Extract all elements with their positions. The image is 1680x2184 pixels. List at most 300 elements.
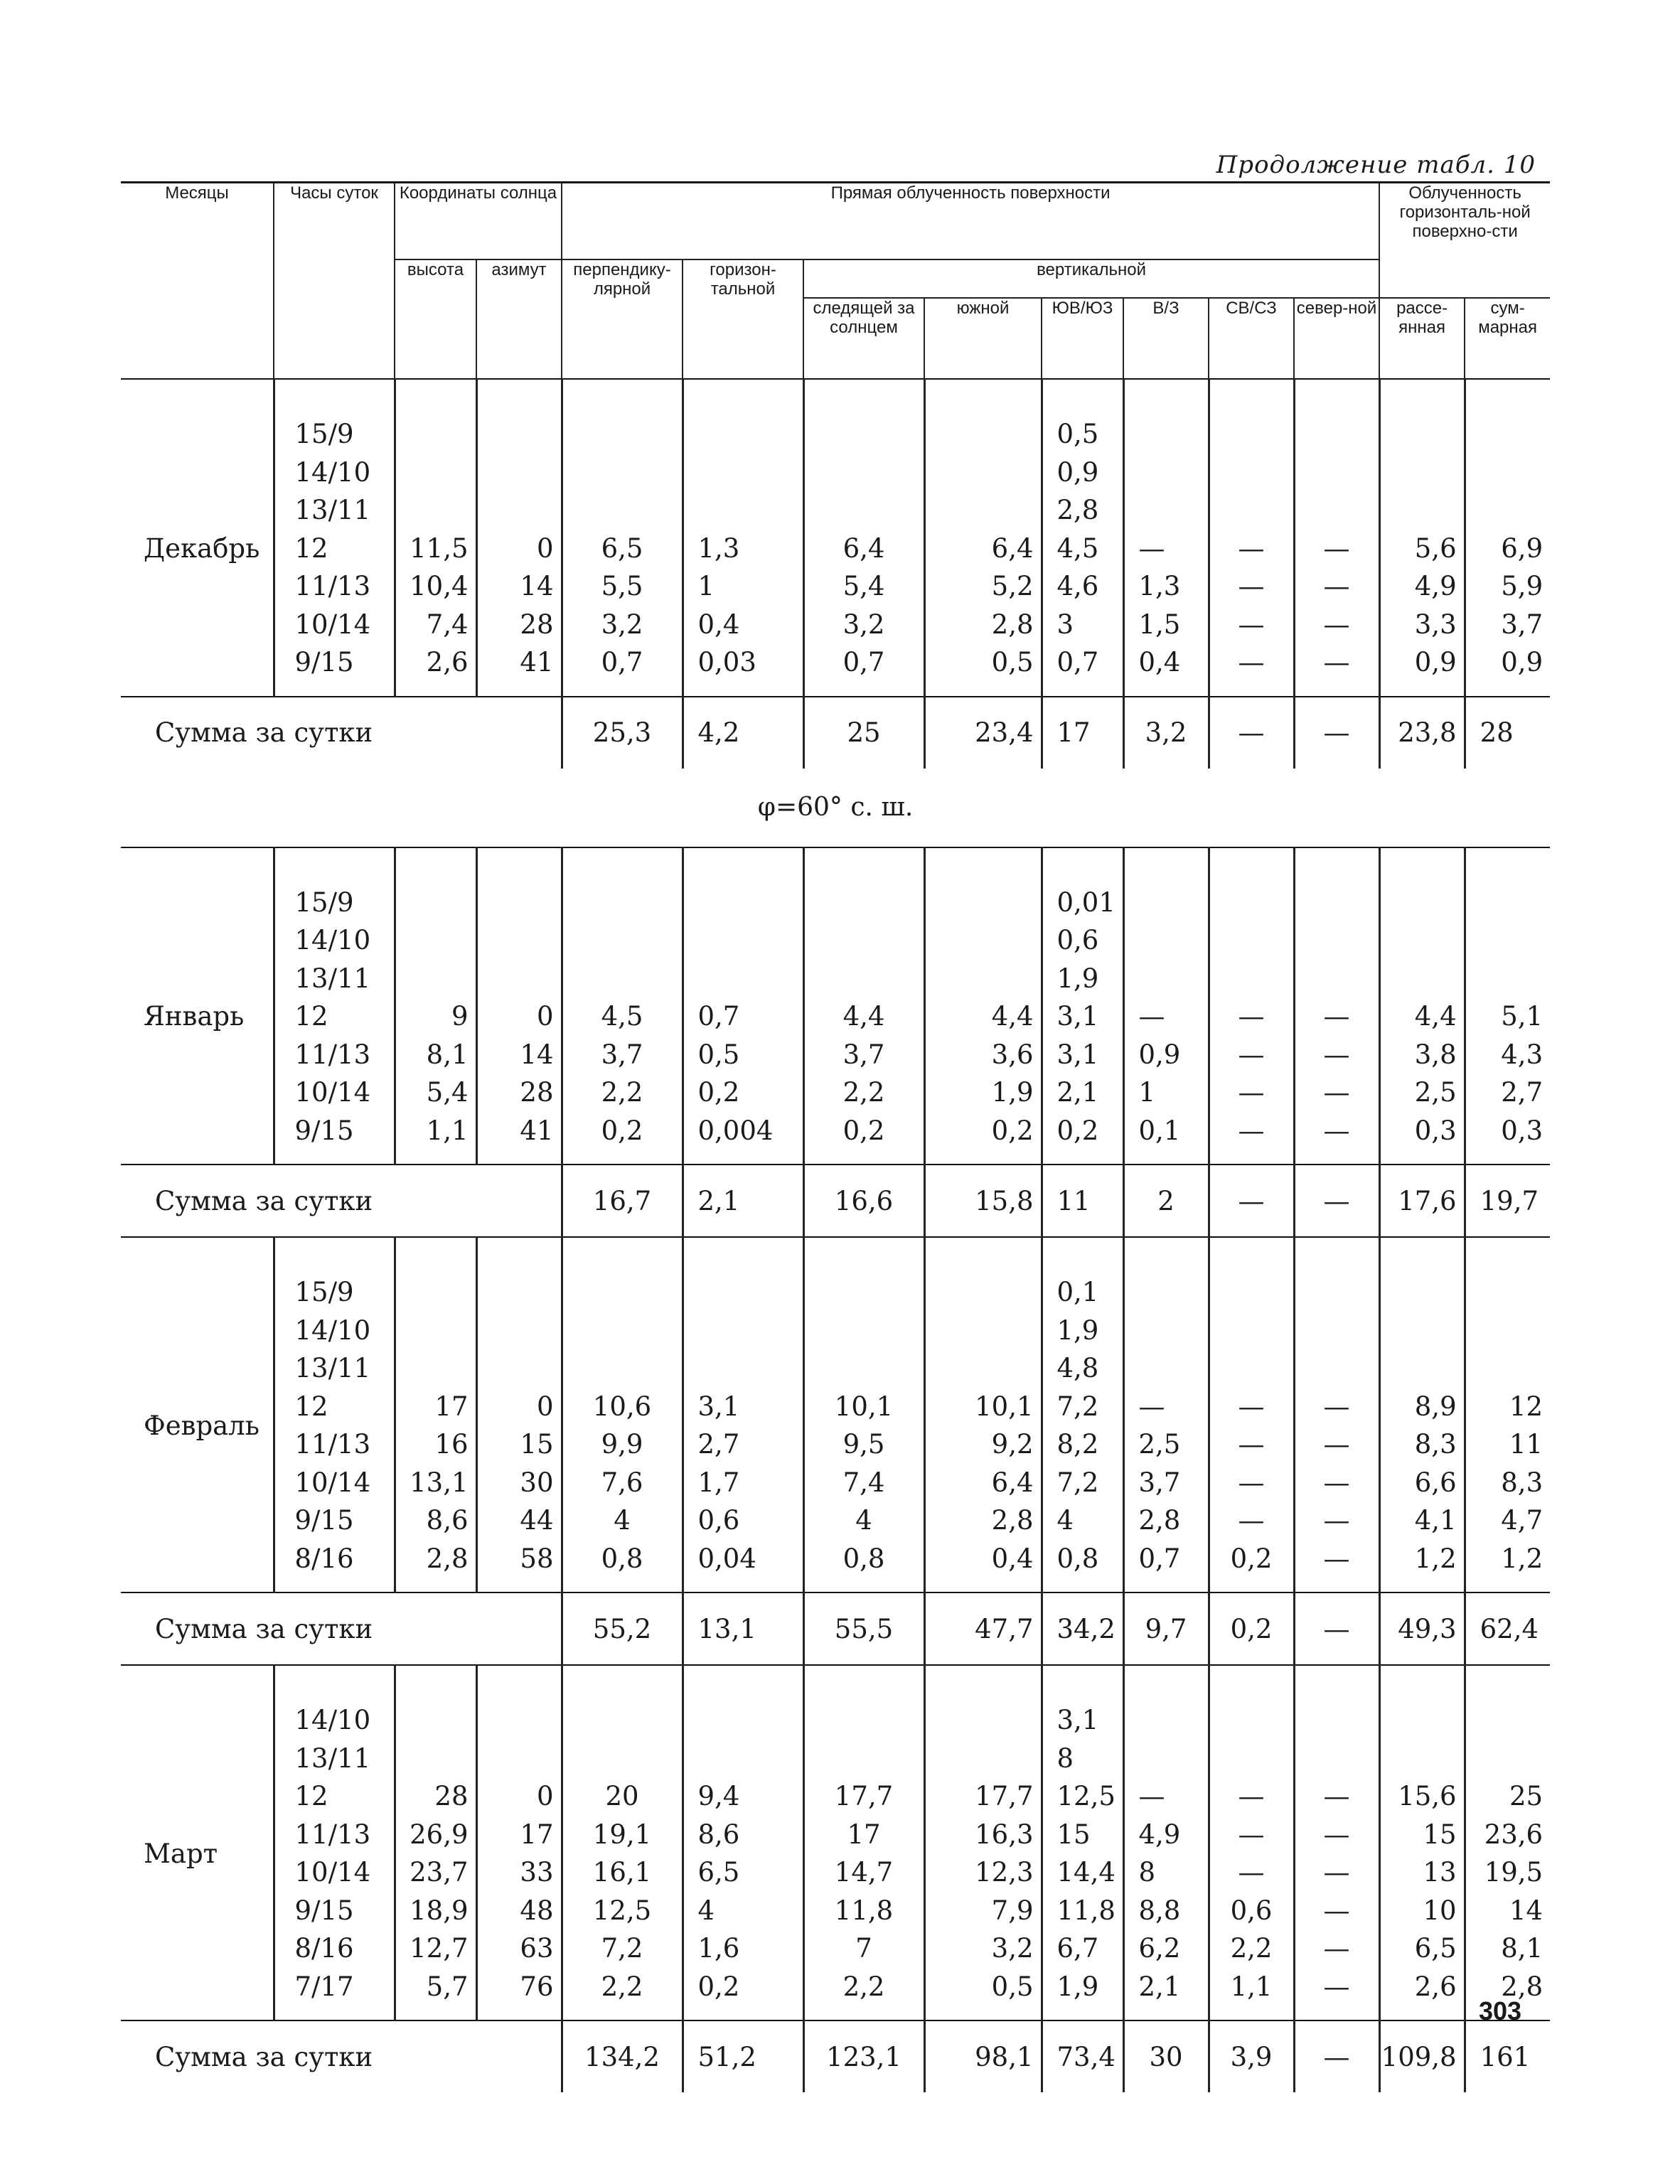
table-cell-value: 7/17 (294, 1971, 354, 2002)
col-azimuth: азимут (476, 259, 562, 379)
table-cell-value (926, 1312, 1034, 1350)
table-cell-value: 11 (1509, 1429, 1543, 1460)
table-cell-value (478, 1701, 554, 1740)
table-cell-value: 0,01 (1056, 887, 1115, 918)
table-cell-value: 5,7 (426, 1971, 469, 2002)
table-cell-value: 2,2 (601, 1971, 643, 2002)
table-cell-value: 17,7 (834, 1781, 894, 1811)
table-cell-value (805, 921, 924, 960)
table-cell-value: 4,3 (1501, 1039, 1543, 1070)
table-cell-value: 0,8 (1056, 1543, 1099, 1574)
table-cell-value (1466, 1740, 1543, 1778)
table-cell-value: — (1323, 1781, 1350, 1811)
table-cell-value (1139, 1312, 1208, 1350)
col-sun-coords: Координаты солнца (395, 183, 562, 260)
table-cell-value: 1,7 (697, 1467, 740, 1498)
table-cell-value: 11,8 (834, 1895, 894, 1926)
sum-ne-nw: — (1209, 1165, 1294, 1237)
table-cell-value (563, 884, 682, 922)
table-cell-value: 5,4 (842, 571, 885, 601)
table-cell-value: 0,9 (1501, 647, 1543, 678)
table-cell-value: 9/15 (294, 647, 354, 678)
col-north: север-ной (1294, 298, 1379, 379)
table-cell-value: — (1238, 1857, 1265, 1888)
table-cell-value: 15,6 (1398, 1781, 1457, 1811)
table-cell-value: 0,7 (1056, 647, 1099, 678)
table-cell-value: 7,2 (1056, 1467, 1099, 1498)
table-cell-value: 0,5 (991, 647, 1034, 678)
table-cell-value: 3,1 (1056, 1705, 1099, 1735)
table-cell-value: 8/16 (294, 1543, 354, 1574)
table-cell-value: 11,5 (410, 532, 469, 564)
cell-diffuse (1379, 847, 1465, 1165)
table-cell-value (805, 960, 924, 998)
cell-se-sw (1042, 1237, 1123, 1592)
table-cell-value: 11/13 (294, 1429, 371, 1460)
cell-e-w (1123, 1237, 1209, 1592)
table-cell-value: 17,7 (975, 1781, 1034, 1811)
table-cell-value (396, 960, 469, 998)
table-cell-value (1295, 415, 1379, 454)
table-cell-value (1295, 884, 1379, 922)
table-cell-value (396, 884, 469, 922)
table-cell-value: 10,6 (592, 1391, 652, 1422)
cell-total (1465, 1237, 1550, 1592)
table-cell-value: 0,2 (1230, 1543, 1273, 1574)
table-cell-value: 10,4 (410, 571, 469, 601)
table-cell-value (926, 921, 1034, 960)
table-cell-value: — (1323, 1895, 1350, 1926)
table-cell-value: 12,3 (975, 1857, 1034, 1888)
table-cell-value (1210, 491, 1293, 530)
table-cell-value (396, 415, 469, 454)
table-cell-value: — (1323, 1543, 1350, 1574)
sum-tracking: 16,6 (803, 1165, 924, 1237)
table-cell-value: 5,4 (426, 1077, 469, 1108)
table-cell-value: 15 (1056, 1819, 1091, 1850)
sum-south: 98,1 (924, 2020, 1042, 2092)
table-cell-value: — (1238, 1429, 1265, 1460)
table-cell-value: — (1323, 1819, 1350, 1850)
table-cell-value (698, 884, 803, 922)
table-cell-value: 3,1 (1056, 1039, 1099, 1070)
table-cell-value: 8,6 (697, 1819, 740, 1850)
table-cell-value: 6,7 (1056, 1933, 1099, 1964)
table-cell-value: 5,5 (601, 571, 643, 601)
sum-total: 62,4 (1465, 1592, 1550, 1665)
sum-total: 19,7 (1465, 1165, 1550, 1237)
table-cell-value: 1,9 (1056, 1315, 1099, 1346)
table-cell-value: 0,004 (697, 1115, 774, 1146)
table-cell-value (698, 491, 803, 530)
table-cell-value (1381, 1740, 1457, 1778)
sum-blank (476, 2020, 562, 2092)
col-diffuse: рассе-янная (1379, 298, 1465, 379)
sum-diffuse: 17,6 (1379, 1165, 1465, 1237)
table-cell-value: — (1238, 609, 1265, 640)
col-se-sw: ЮВ/ЮЗ (1042, 298, 1123, 379)
table-cell-value: 0,7 (601, 647, 643, 678)
cell-diffuse (1379, 379, 1465, 697)
table-cell-value: 2,7 (1501, 1077, 1543, 1108)
cell-horizontal (683, 847, 803, 1165)
table-cell-value (563, 1273, 682, 1312)
table-cell-value: 15/9 (294, 419, 354, 449)
cell-south (924, 1665, 1042, 2020)
table-cell-value: 15 (520, 1429, 554, 1460)
table-cell-value: — (1238, 1781, 1265, 1811)
table-cell-value: 2,2 (601, 1077, 643, 1108)
table-cell-value: 1 (697, 571, 715, 601)
table-cell-value (1466, 921, 1543, 960)
table-cell-value (1466, 454, 1543, 492)
table-cell-value: — (1238, 1115, 1265, 1146)
col-direct-irradiance: Прямая облученность поверхности (562, 183, 1379, 260)
table-cell-value: 20 (605, 1781, 639, 1811)
table-cell-value: 9,2 (991, 1429, 1034, 1460)
table-cell-value: 0 (536, 532, 554, 564)
table-cell-value: 2,8 (1056, 495, 1099, 525)
table-cell-value: 0,6 (1056, 925, 1099, 956)
table-cell-value: 1,2 (1414, 1543, 1457, 1574)
table-cell-value: 8,8 (1138, 1895, 1181, 1926)
cell-horizontal (683, 379, 803, 697)
cell-ne-nw (1209, 1665, 1294, 2020)
table-cell-value (698, 1349, 803, 1388)
table-cell-value: 4,4 (991, 1001, 1034, 1032)
sum-north: — (1294, 1592, 1379, 1665)
cell-hours (274, 379, 395, 697)
table-cell-value (563, 491, 682, 530)
table-cell-value: 0,4 (1138, 647, 1181, 678)
table-cell-value: 14,7 (834, 1857, 894, 1888)
table-row (121, 1237, 1550, 1592)
table-cell-value (478, 415, 554, 454)
table-cell-value: 0,3 (1414, 1115, 1457, 1146)
col-vertical: вертикальной (803, 259, 1379, 298)
table-cell-value (926, 415, 1034, 454)
table-cell-value: — (1323, 1505, 1350, 1536)
table-cell-value: — (1238, 1467, 1265, 1498)
table-cell-value: 6,5 (601, 532, 643, 564)
table-cell-value: 7,4 (426, 609, 469, 640)
table-cell-value: 17 (434, 1391, 469, 1422)
table-cell-value (1295, 1349, 1379, 1388)
table-cell-value: 7,2 (601, 1933, 643, 1964)
month-label: Март (144, 1838, 218, 1869)
table-cell-value: 1,5 (1138, 609, 1181, 640)
table-cell-value (926, 884, 1034, 922)
col-horizontal-irradiance: Облученность горизонталь-ной поверхно-сти (1379, 183, 1550, 299)
table-cell-value: 4,9 (1414, 571, 1457, 601)
cell-horizontal (683, 1665, 803, 2020)
table-cell-value: — (1323, 647, 1350, 678)
cell-se-sw (1042, 1665, 1123, 2020)
table-header (121, 183, 1550, 380)
table-cell-value: — (1323, 1001, 1350, 1032)
table-cell-value: 8 (1056, 1743, 1074, 1774)
table-cell-value: 4,5 (601, 1001, 643, 1032)
table-cell-value: 6,4 (991, 1467, 1034, 1498)
table-cell-value: — (1238, 571, 1265, 601)
table-cell-value: 6,9 (1501, 532, 1543, 564)
table-cell-value: 28 (520, 609, 554, 640)
sum-tracking: 25 (803, 697, 924, 769)
table-cell-value (1381, 921, 1457, 960)
table-cell-value: 0,7 (697, 1001, 740, 1032)
table-cell-value: 13/11 (294, 963, 371, 994)
cell-total (1465, 847, 1550, 1165)
table-cell-value: 12 (294, 532, 328, 564)
table-cell-value: 2,6 (426, 647, 469, 678)
table-cell-value: 4,5 (1056, 532, 1099, 564)
table-cell-value: 0,2 (842, 1115, 885, 1146)
table-cell-value: 6,5 (1414, 1933, 1457, 1964)
table-cell-value: 14/10 (294, 925, 371, 956)
cell-perpendicular (562, 1665, 683, 2020)
table-cell-value: 41 (520, 1115, 554, 1146)
table-cell-value: 19,1 (592, 1819, 652, 1850)
table-cell-value: 4,7 (1501, 1505, 1543, 1536)
table-cell-value: 0,1 (1056, 1277, 1099, 1307)
table-cell-value: 0,2 (991, 1115, 1034, 1146)
sum-ne-nw: 0,2 (1209, 1592, 1294, 1665)
sum-label: Сумма за сутки (155, 1185, 373, 1216)
table-cell-value: 12,5 (1056, 1781, 1115, 1811)
table-cell-value (1295, 921, 1379, 960)
table-cell-value: — (1323, 1039, 1350, 1070)
table-cell-value: 7,6 (601, 1467, 643, 1498)
table-cell-value (478, 491, 554, 530)
table-cell-value (1381, 491, 1457, 530)
table-cell-value: — (1238, 1077, 1265, 1108)
table-cell-value: 3,6 (991, 1039, 1034, 1070)
table-cell-value: 10 (1423, 1895, 1457, 1926)
month-label: Декабрь (144, 532, 260, 564)
table-cell-value: 2,8 (991, 609, 1034, 640)
table-cell-value (1381, 1312, 1457, 1350)
table-cell-value: 14/10 (294, 456, 371, 488)
table-cell-value (478, 1273, 554, 1312)
table-cell-value: 16 (434, 1429, 469, 1460)
cell-hours (274, 1665, 395, 2020)
table-cell-value: 8,1 (1501, 1933, 1543, 1964)
solar-irradiance-table (121, 181, 1550, 2092)
table-cell-value: 26,9 (410, 1819, 469, 1850)
table-cell-value (926, 454, 1034, 492)
cell-north (1294, 847, 1379, 1165)
table-cell-value: 63 (520, 1933, 554, 1964)
month-block (121, 1665, 1550, 2020)
table-cell-value (1466, 1312, 1543, 1350)
table-cell-value: 12 (294, 1391, 328, 1422)
sum-blank (476, 697, 562, 769)
sum-ne-nw: 3,9 (1209, 2020, 1294, 2092)
cell-tracking (803, 379, 924, 697)
table-cell-value: 0 (536, 1001, 554, 1032)
table-row (121, 1665, 1550, 2020)
table-cell-value: 7,9 (991, 1895, 1034, 1926)
table-cell-value (1295, 491, 1379, 530)
table-cell-value (478, 884, 554, 922)
table-cell-value (1139, 491, 1208, 530)
latitude-label: φ=60° с. ш. (757, 793, 914, 822)
sum-perpendicular: 55,2 (562, 1592, 683, 1665)
table-cell-value: 2,2 (842, 1077, 885, 1108)
table-cell-value: 4 (1056, 1505, 1074, 1536)
table-cell-value: 4,8 (1056, 1353, 1099, 1383)
table-cell-value: 76 (520, 1971, 554, 2002)
table-cell-value: 7,2 (1056, 1391, 1099, 1422)
table-cell-value: — (1323, 1391, 1350, 1422)
table-row (121, 379, 1550, 697)
table-cell-value: 15 (1423, 1819, 1457, 1850)
table-cell-value (1210, 1740, 1293, 1778)
cell-tracking (803, 847, 924, 1165)
table-cell-value: 1,2 (1501, 1543, 1543, 1574)
table-cell-value: 5,9 (1501, 571, 1543, 601)
table-cell-value (563, 1312, 682, 1350)
table-cell-value: 13/11 (294, 1353, 371, 1383)
table-cell-value: 9,4 (697, 1781, 740, 1811)
table-cell-value (1466, 415, 1543, 454)
cell-south (924, 379, 1042, 697)
table-cell-value: 9/15 (294, 1505, 354, 1536)
cell-altitude (395, 379, 476, 697)
sum-diffuse: 49,3 (1379, 1592, 1465, 1665)
sum-total: 28 (1465, 697, 1550, 769)
table-cell-value: 9/15 (294, 1895, 354, 1926)
table-cell-value: 0,5 (991, 1971, 1034, 2002)
table-cell-value: 14 (1509, 1895, 1543, 1926)
table-cell-value: 6,2 (1138, 1933, 1181, 1964)
table-cell-value: 3,3 (1414, 609, 1457, 640)
month-block (121, 847, 1550, 1165)
table-cell-value: 4,9 (1138, 1819, 1181, 1850)
table-cell-value (1139, 415, 1208, 454)
table-cell-value (396, 454, 469, 492)
cell-total (1465, 1665, 1550, 2020)
table-cell-value: 2,5 (1414, 1077, 1457, 1108)
table-cell-value: 13 (1423, 1857, 1457, 1888)
sum-label: Сумма за сутки (155, 2041, 373, 2072)
table-cell-value: 17 (520, 1819, 554, 1850)
table-cell-value (1139, 1273, 1208, 1312)
sum-south: 47,7 (924, 1592, 1042, 1665)
table-cell-value: 10/14 (294, 1077, 371, 1108)
table-cell-value: 2,2 (1230, 1933, 1273, 1964)
table-cell-value (1295, 1701, 1379, 1740)
table-cell-value (1381, 960, 1457, 998)
table-cell-value (1210, 1273, 1293, 1312)
table-cell-value: 11,8 (1056, 1895, 1115, 1926)
table-cell-value: 0,2 (601, 1115, 643, 1146)
sum-se-sw: 17 (1042, 697, 1123, 769)
table-cell-value: 11/13 (294, 1039, 371, 1070)
table-cell-value (698, 960, 803, 998)
table-cell-value: 14 (520, 1039, 554, 1070)
table-cell-value (396, 1701, 469, 1740)
table-cell-value: 2,1 (1056, 1077, 1099, 1108)
sum-e-w: 3,2 (1123, 697, 1209, 769)
page-number: 303 (1479, 1996, 1522, 2025)
table-cell-value: 10,1 (834, 1391, 894, 1422)
table-cell-value (1139, 960, 1208, 998)
table-cell-value: 16,3 (975, 1819, 1034, 1850)
table-cell-value (1466, 960, 1543, 998)
table-cell-value: 3,7 (601, 1039, 643, 1070)
table-cell-value: 8,2 (1056, 1429, 1099, 1460)
table-cell-value: 3,1 (1056, 1001, 1099, 1032)
table-cell-value: — (1238, 1039, 1265, 1070)
table-cell-value: — (1323, 1115, 1350, 1146)
table-cell-value: 3,7 (1501, 609, 1543, 640)
table-cell-value: 0,9 (1138, 1039, 1181, 1070)
table-cell-value (1210, 415, 1293, 454)
table-cell-value: 14/10 (294, 1315, 371, 1346)
table-cell-value: 0,2 (697, 1077, 740, 1108)
table-cell-value: 8,3 (1501, 1467, 1543, 1498)
sum-north: — (1294, 2020, 1379, 2092)
table-cell-value: — (1323, 1077, 1350, 1108)
table-cell-value: 30 (520, 1467, 554, 1498)
table-cell-value: 15/9 (294, 887, 354, 918)
table-cell-value: 3,7 (1138, 1467, 1181, 1498)
sum-row (121, 2020, 1550, 2092)
table-cell-value: 28 (520, 1077, 554, 1108)
table-cell-value (1139, 884, 1208, 922)
sum-north: — (1294, 697, 1379, 769)
table-cell-value: 10/14 (294, 1857, 371, 1888)
cell-diffuse (1379, 1665, 1465, 2020)
cell-perpendicular (562, 1237, 683, 1592)
table-cell-value (805, 1273, 924, 1312)
table-cell-value: — (1323, 1429, 1350, 1460)
table-cell-value: 28 (434, 1781, 469, 1811)
table-cell-value (563, 415, 682, 454)
sum-horizontal: 4,2 (683, 697, 803, 769)
sum-horizontal: 2,1 (683, 1165, 803, 1237)
sum-label: Сумма за сутки (155, 1613, 373, 1644)
table-cell-value: 3,7 (842, 1039, 885, 1070)
table-cell-value: 0,7 (842, 647, 885, 678)
cell-e-w (1123, 1665, 1209, 2020)
sum-horizontal: 13,1 (683, 1592, 803, 1665)
table-cell-value (1381, 1273, 1457, 1312)
table-cell-value: 0,4 (991, 1543, 1034, 1574)
table-cell-value: — (1323, 1933, 1350, 1964)
cell-hours (274, 1237, 395, 1592)
table-cell-value: 5,1 (1501, 1001, 1543, 1032)
table-cell-value: 6,4 (991, 532, 1034, 564)
cell-north (1294, 1237, 1379, 1592)
table-cell-value (805, 491, 924, 530)
table-cell-value: 12 (294, 1001, 328, 1032)
table-cell-value (698, 1701, 803, 1740)
sum-tracking: 55,5 (803, 1592, 924, 1665)
cell-south (924, 1237, 1042, 1592)
table-cell-value: — (1238, 1505, 1265, 1536)
table-cell-value (1466, 1701, 1543, 1740)
table-cell-value: 0,1 (1138, 1115, 1181, 1146)
table-cell-value (563, 1701, 682, 1740)
cell-altitude (395, 847, 476, 1165)
sum-horizontal: 51,2 (683, 2020, 803, 2092)
sum-diffuse: 109,8 (1379, 2020, 1465, 2092)
cell-north (1294, 1665, 1379, 2020)
table-cell-value (396, 1312, 469, 1350)
table-cell-value (563, 454, 682, 492)
